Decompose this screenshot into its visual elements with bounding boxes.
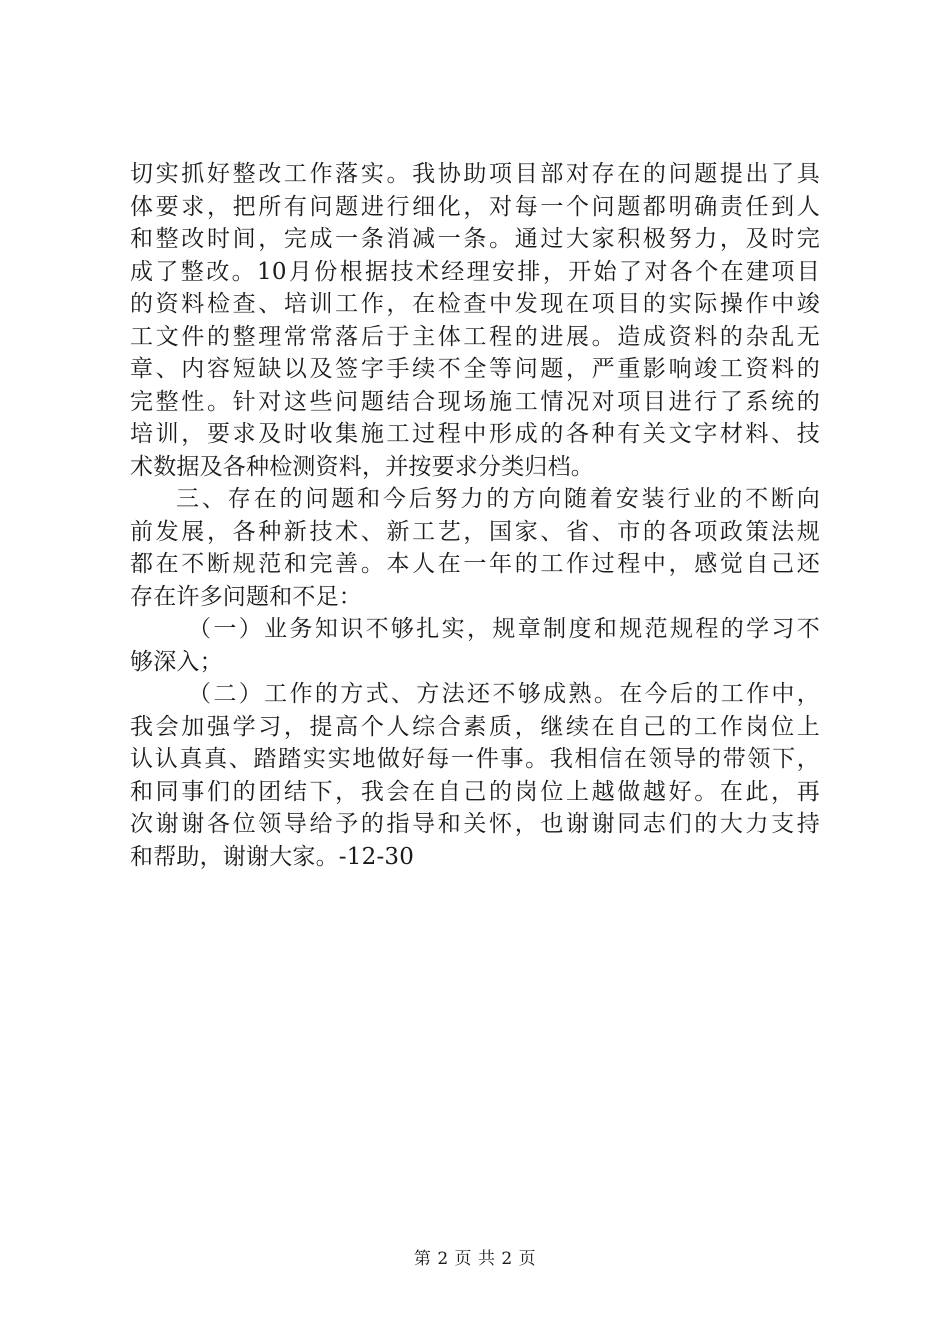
text-line: 次谢谢各位领导给予的指导和关怀，也谢谢同志们的大力支持 (130, 811, 820, 837)
text-line: 章、内容短缺以及签字手续不全等问题，严重影响竣工资料的 (130, 356, 820, 382)
page-number-footer: 第 2 页 共 2 页 (413, 1249, 537, 1269)
text-line: 和整改时间，完成一条消减一条。通过大家积极努力，及时完 (130, 226, 820, 252)
section-heading-line: 三、存在的问题和今后努力的方向随着安装行业的不断向 (176, 486, 820, 512)
text-line: 工文件的整理常常落后于主体工程的进展。造成资料的杂乱无 (130, 323, 820, 350)
list-item-line: （二）工作的方式、方法还不够成熟。在今后的工作中， (188, 681, 820, 707)
text-line: 的资料检查、培训工作，在检查中发现在项目的实际操作中竣 (130, 291, 820, 317)
text-line: 体要求，把所有问题进行细化，对每一个问题都明确责任到人 (130, 193, 820, 220)
text-line: 够深入； (130, 648, 223, 675)
text-line: 都在不断规范和完善。本人在一年的工作过程中，感觉自己还 (130, 551, 820, 577)
document-body (130, 158, 820, 873)
text-line: 术数据及各种检测资料，并按要求分类归档。 (130, 453, 594, 480)
text-line: 完整性。针对这些问题结合现场施工情况对项目进行了系统的 (130, 388, 820, 415)
text-line: 成了整改。10月份根据技术经理安排，开始了对各个在建项目 (130, 258, 820, 285)
text-line: 培训，要求及时收集施工过程中形成的各种有关文字材料、技 (130, 421, 820, 447)
text-line: 和同事们的团结下，我会在自己的岗位上越做越好。在此，再 (130, 778, 820, 805)
text-line: 认认真真、踏踏实实地做好每一件事。我相信在领导的带领下， (130, 746, 820, 772)
text-line: 和帮助，谢谢大家。-12-30 (130, 843, 415, 870)
text-line: 前发展，各种新技术、新工艺，国家、省、市的各项政策法规 (130, 518, 820, 545)
list-item-line: （一）业务知识不够扎实，规章制度和规范规程的学习不 (188, 616, 820, 642)
text-line: 存在许多问题和不足： (130, 583, 362, 610)
text-line: 切实抓好整改工作落实。我协助项目部对存在的问题提出了具 (130, 161, 820, 187)
text-line: 我会加强学习，提高个人综合素质，继续在自己的工作岗位上 (130, 713, 820, 740)
